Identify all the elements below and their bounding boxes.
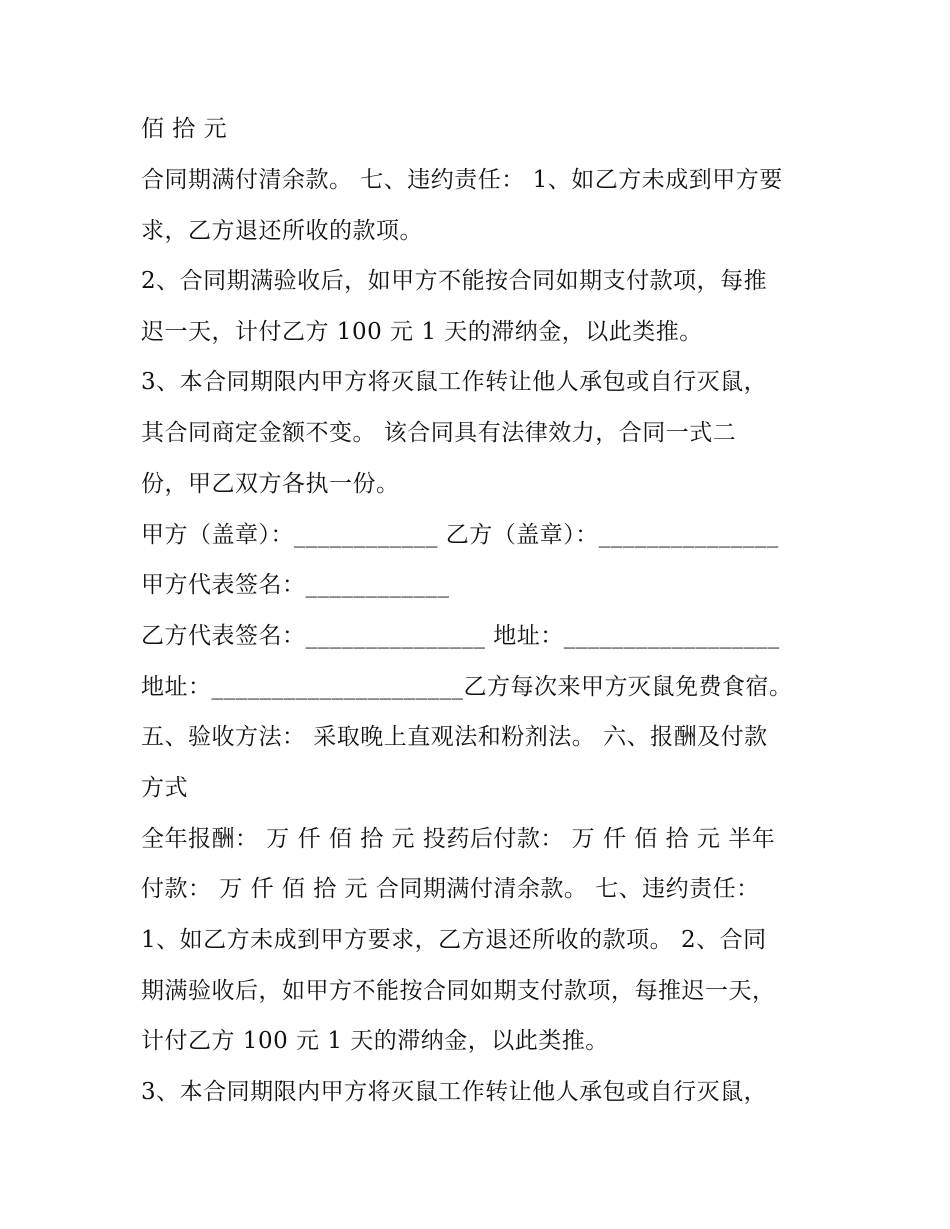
text-line: 份，甲乙双方各执一份。 [141, 471, 400, 497]
text-line: 付款： 万 仟 佰 拾 元 合同期满付清余款。 七、违约责任： [141, 876, 760, 902]
text-line: 佰 拾 元 [141, 116, 228, 142]
signature-line-party-b: 乙方代表签名：_______________ 地址：__________________ [141, 623, 780, 649]
text-line: 合同期满付清余款。 七、违约责任： 1、如乙方未成到甲方要 [141, 167, 783, 193]
text-line: 1、如乙方未成到甲方要求，乙方退还所收的款项。 2、合同 [141, 927, 767, 953]
text-line: 求，乙方退还所收的款项。 [141, 218, 423, 244]
text-line: 迟一天，计付乙方 100 元 1 天的滞纳金，以此类推。 [141, 319, 703, 345]
text-line: 计付乙方 100 元 1 天的滞纳金，以此类推。 [141, 1028, 609, 1054]
text-line: 方式 [141, 775, 188, 801]
signature-line-party-a: 甲方代表签名：____________ [141, 572, 450, 598]
text-line: 2、合同期满验收后，如甲方不能按合同如期支付款项，每推 [141, 268, 768, 294]
text-line: 期满验收后，如甲方不能按合同如期支付款项，每推迟一天， [141, 978, 776, 1004]
text-line: 五、验收方法： 采取晚上直观法和粉剂法。 六、报酬及付款 [141, 724, 768, 750]
address-line: 地址：_____________________乙方每次来甲方灭鼠免费食宿。 [141, 674, 793, 700]
text-line: 3、本合同期限内甲方将灭鼠工作转让他人承包或自行灭鼠， [141, 1079, 768, 1105]
text-line: 其合同商定金额不变。 该合同具有法律效力，合同一式二 [141, 420, 737, 446]
signature-line-seals: 甲方（盖章）：____________ 乙方（盖章）：_______________ [141, 522, 779, 548]
text-line: 3、本合同期限内甲方将灭鼠工作转让他人承包或自行灭鼠， [141, 369, 768, 395]
text-line: 全年报酬： 万 仟 佰 拾 元 投药后付款： 万 仟 佰 拾 元 半年 [141, 826, 776, 852]
